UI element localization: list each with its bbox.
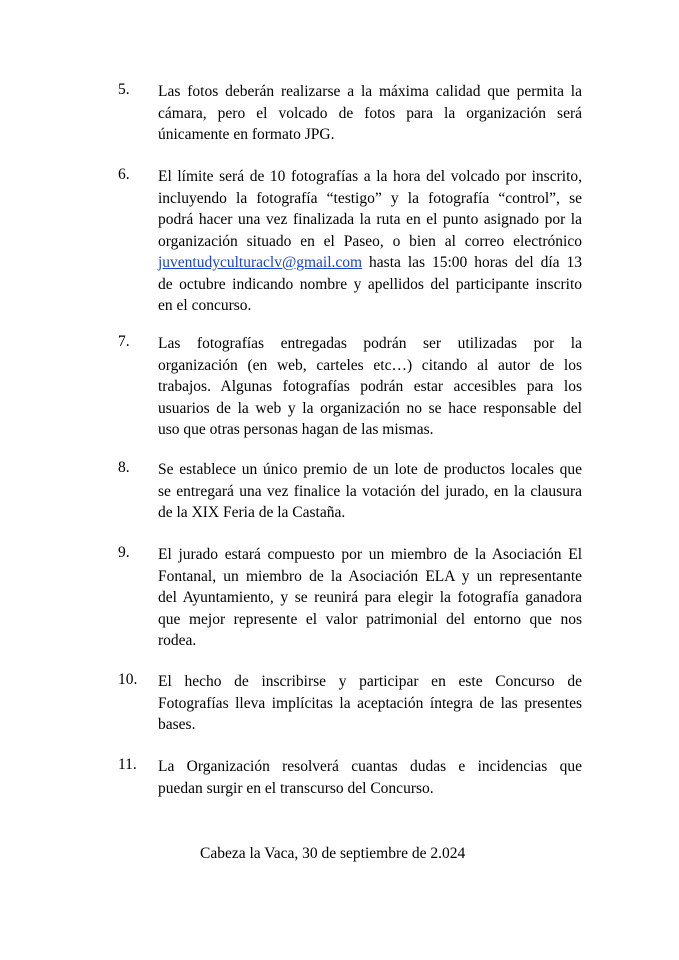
rule-line: El límite será de 10 fotografías a la hora del volcado por inscrito, — [158, 168, 582, 185]
rule-line: se entregará una vez finalice la votación del jurado, en la clausura — [158, 482, 582, 500]
rule-text — [158, 459, 582, 524]
rule-line: rodea. — [158, 632, 197, 649]
rule-line-with-email — [158, 252, 582, 274]
rule-line: La Organización resolverá cuantas dudas e incidencias que — [158, 758, 582, 775]
rule-text — [158, 166, 582, 317]
rule-line: Fontanal, un miembro de la Asociación ELA y un representante — [158, 567, 582, 585]
rule-line: de octubre indicando nombre y apellidos del participante inscrito — [158, 275, 582, 293]
rule-line: Las fotografías entregadas podrán ser utilizadas por la — [158, 335, 582, 352]
rule-line: bases. — [158, 716, 196, 733]
rule-text — [158, 756, 582, 799]
rule-number: 8. — [118, 459, 130, 476]
rule-line: Se establece un único premio de un lote de productos locales que — [158, 461, 582, 478]
closing-place-date: Cabeza la Vaca, 30 de septiembre de 2.024 — [200, 845, 466, 862]
rule-line: organización (en web, carteles etc…) citando al autor de los — [158, 356, 582, 374]
email-link[interactable]: juventudyculturaclv@gmail.com — [158, 254, 363, 271]
rule-line: uso que otras personas hagan de las mismas. — [158, 421, 434, 438]
rule-number: 10. — [118, 671, 138, 688]
rule-text — [158, 544, 582, 652]
rule-text — [158, 333, 582, 441]
rule-line: trabajos. Algunas fotografías podrán estar accesibles para los — [158, 378, 582, 395]
rule-line: cámara, pero el volcado de fotos para la organización será — [158, 104, 582, 122]
rule-number: 9. — [118, 544, 130, 561]
rule-line: podrá hacer una vez finalizada la ruta en el punto asignado por la — [158, 211, 582, 228]
rule-line: El hecho de inscribirse y participar en este Concurso de — [158, 673, 582, 690]
rule-line: puedan surgir en el transcurso del Concurso. — [158, 779, 434, 797]
rule-line: usuarios de la web y la organización no se hace responsable del — [158, 399, 582, 417]
rule-line: únicamente en formato JPG. — [158, 126, 335, 143]
rule-number: 6. — [118, 166, 130, 183]
rule-line-rest: hasta las 15:00 horas del día 13 — [369, 254, 582, 271]
rule-text — [158, 671, 582, 736]
rule-number: 11. — [118, 756, 137, 773]
rule-text — [158, 81, 582, 146]
rule-line: incluyendo la fotografía “testigo” y la fotografía “control”, se — [158, 189, 582, 207]
rule-line: organización situado en el Paseo, o bien al correo electrónico — [158, 232, 582, 250]
rule-number: 7. — [118, 333, 130, 350]
rule-line: El jurado estará compuesto por un miembro de la Asociación El — [158, 546, 582, 563]
rule-line: de la XIX Feria de la Castaña. — [158, 504, 346, 521]
rule-line: Fotografías lleva implícitas la aceptación íntegra de las presentes — [158, 694, 582, 712]
rule-number: 5. — [118, 81, 130, 98]
rule-line: del Ayuntamiento, y se reunirá para elegir la fotografía ganadora — [158, 589, 582, 606]
rule-line: que mejor represente el valor patrimonial del entorno que nos — [158, 610, 582, 628]
rule-line: Las fotos deberán realizarse a la máxima calidad que permita la — [158, 83, 582, 100]
rule-line: en el concurso. — [158, 297, 252, 314]
